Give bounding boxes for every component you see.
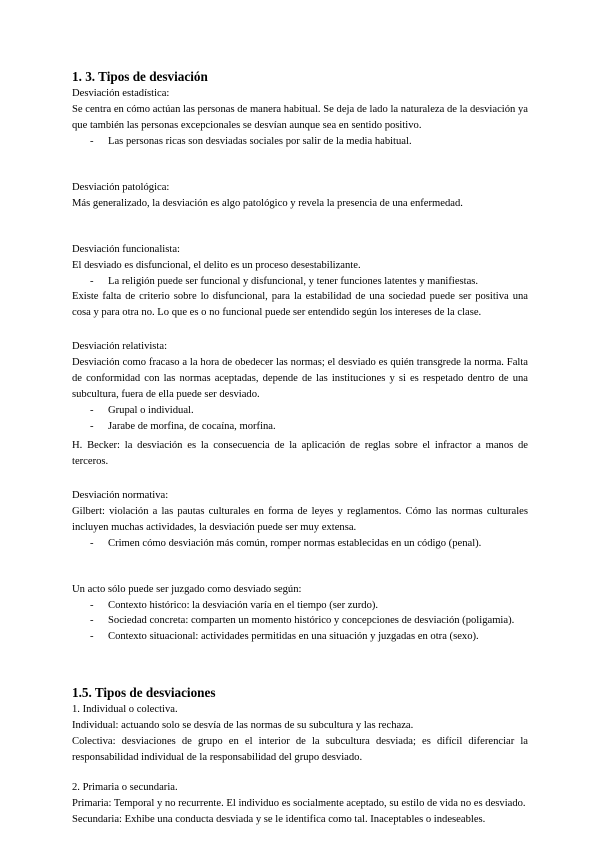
heading-relativista: Desviación relativista: — [72, 341, 168, 352]
paragraph-becker: H. Becker: la desviación es la consecuencia de la aplicación de reglas sobre el infractor a manos de terceros. — [72, 440, 528, 467]
section-title-tipos-de-desviacion: 1. 3. Tipos de desviación — [72, 69, 208, 84]
list-funcionalista — [72, 274, 528, 290]
list-item: - Contexto histórico: la desviación varía en el tiempo (ser zurdo). — [72, 598, 528, 614]
item-primaria-secundaria: 2. Primaria o secundaria. — [72, 782, 178, 793]
heading-estadistica: Desviación estadística: — [72, 88, 170, 99]
list-item: - Grupal o individual. — [72, 403, 528, 419]
section-title-tipos-de-desviaciones: 1.5. Tipos de desviaciones — [72, 685, 216, 700]
list-relativista — [72, 403, 528, 434]
heading-patologica: Desviación patológica: — [72, 181, 170, 193]
paragraph-patologica: Más generalizado, la desviación es algo patológico y revela la presencia de una enfermedad. — [72, 197, 463, 209]
paragraph-funcionalista-2: Existe falta de criterio sobre lo disfuncional, para la estabilidad de una sociedad puede ser positiva una cosa y para otra no. Lo que es o no funcional puede ser entendido según los intereses de la clase. — [72, 291, 528, 318]
list-item: - Jarabe de morfina, de cocaína, morfina. — [72, 419, 528, 435]
paragraph-primaria: Primaria: Temporal y no recurrente. El individuo es socialmente aceptado, su estilo de vida no es desviado. — [72, 798, 526, 809]
paragraph-individual: Individual: actuando solo se desvía de las normas de su subcultura y las rechaza. — [72, 720, 414, 731]
list-item: - La religión puede ser funcional y disfuncional, y tener funciones latentes y manifiestas. — [72, 274, 528, 290]
list-item: - Crimen cómo desviación más común, romper normas establecidas en un código (penal). — [72, 536, 528, 552]
list-item: - Las personas ricas son desviadas sociales por salir de la media habitual. — [72, 134, 528, 150]
list-item: - Contexto situacional: actividades permitidas en una situación y juzgadas en otra (sexo). — [72, 629, 528, 645]
list-estadistica — [72, 134, 528, 150]
paragraph-relativista: Desviación como fracaso a la hora de obedecer las normas; el desviado es quién transgrede la norma. Falta de conformidad con las normas aceptadas, depende de las instituciones y si es respetado dentro de una subcultura, fuera de ella puede ser desviado. — [72, 357, 528, 400]
list-juzgado — [72, 598, 528, 645]
paragraph-colectiva: Colectiva: desviaciones de grupo en el interior de la subcultura desviada; es difícil diferenciar la responsabilidad individual de la responsabilidad del grupo desviado. — [72, 736, 528, 763]
paragraph-estadistica: Se centra en cómo actúan las personas de manera habitual. Se deja de lado la naturaleza de la desviación ya que también las personas excepcionales se desvían aunque sea en sentido positivo. — [72, 104, 528, 131]
heading-funcionalista: Desviación funcionalista: — [72, 243, 180, 255]
list-item: - Sociedad concreta: comparten un momento histórico y concepciones de desviación (poligamia). — [72, 613, 528, 629]
paragraph-juzgado: Un acto sólo puede ser juzgado como desviado según: — [72, 583, 302, 595]
item-individual-colectiva: 1. Individual o colectiva. — [72, 704, 178, 715]
paragraph-funcionalista: El desviado es disfuncional, el delito es un proceso desestabilizante. — [72, 259, 361, 271]
heading-normativa: Desviación normativa: — [72, 490, 169, 501]
paragraph-secundaria: Secundaria: Exhibe una conducta desviada y se le identifica como tal. Inaceptables o indeseables. — [72, 814, 486, 825]
paragraph-normativa: Gilbert: violación a las pautas culturales en forma de leyes y reglamentos. Cómo las normas culturales incluyen muchas actividades, la desviación puede ser muy extensa. — [72, 506, 528, 533]
list-normativa — [72, 536, 528, 552]
document-page — [72, 68, 528, 828]
